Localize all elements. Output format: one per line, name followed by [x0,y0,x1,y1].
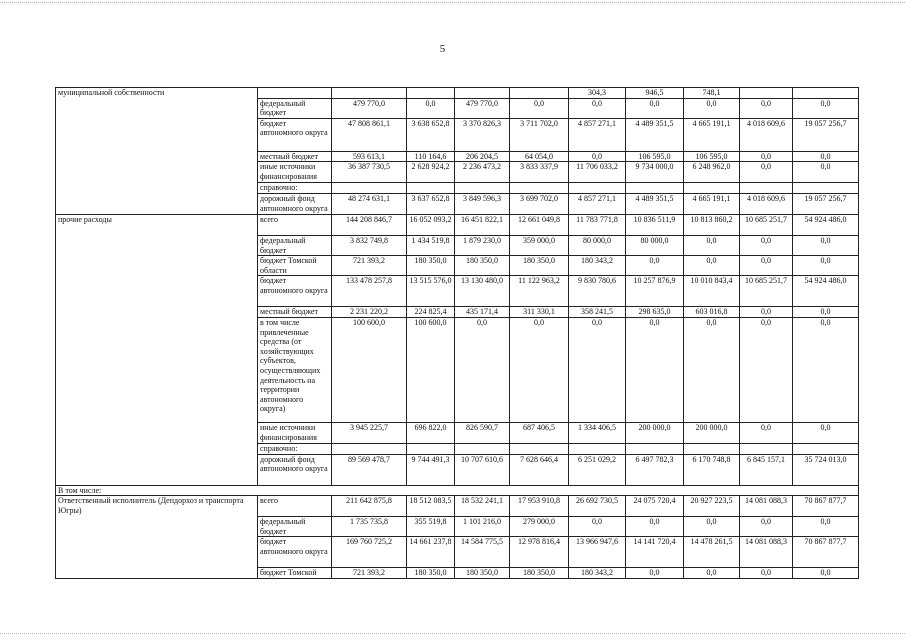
value-cell [793,88,859,99]
value-cell: 0,0 [455,317,510,422]
value-cell: 11 122 963,2 [510,276,569,307]
value-cell: 2 231 220,2 [332,307,407,318]
value-cell: 3 370 826,3 [455,118,510,151]
value-cell: 0,0 [740,98,793,118]
value-cell: 54 924 486,0 [793,214,859,235]
value-cell: 12 661 049,8 [510,214,569,235]
value-cell: 0,0 [684,568,740,579]
value-cell: 603 016,8 [684,307,740,318]
value-cell: 0,0 [569,517,626,537]
value-cell: 10 685 251,7 [740,276,793,307]
value-cell: 304,3 [569,88,626,99]
value-cell: 36 387 730,5 [332,162,407,183]
funding-source-label: бюджет автономного округа [258,118,332,151]
value-cell: 10 010 843,4 [684,276,740,307]
value-cell: 0,0 [793,162,859,183]
value-cell [407,443,455,454]
funding-source-label: всего [258,496,332,517]
value-cell: 106 595,0 [626,151,684,162]
funding-source-label: дорожный фонд автономного округа [258,454,332,485]
value-cell: 14 081 088,3 [740,496,793,517]
value-cell: 4 857 271,1 [569,118,626,151]
value-cell: 17 953 910,8 [510,496,569,517]
value-cell: 0,0 [684,317,740,422]
value-cell: 0,0 [793,422,859,443]
row-group-name: Ответственный исполнитель (Депдорхоз и транспорта Югры) [56,496,258,579]
value-cell: 11 783 771,8 [569,214,626,235]
page-number: 5 [439,43,446,55]
value-cell: 0,0 [740,151,793,162]
funding-source-label: бюджет автономного округа [258,276,332,307]
value-cell: 1 735 735,8 [332,517,407,537]
value-cell: 0,0 [684,517,740,537]
value-cell: 106 595,0 [684,151,740,162]
value-cell: 0,0 [740,422,793,443]
value-cell: 169 760 725,2 [332,537,407,568]
value-cell [740,88,793,99]
value-cell: 826 590,7 [455,422,510,443]
value-cell [626,443,684,454]
value-cell: 1 879 230,0 [455,235,510,255]
value-cell: 200 000,0 [626,422,684,443]
value-cell [510,183,569,194]
funding-source-label: всего [258,214,332,235]
value-cell: 2 236 473,2 [455,162,510,183]
value-cell: 80 000,0 [569,235,626,255]
value-cell: 355 519,8 [407,517,455,537]
value-cell: 3 638 652,8 [407,118,455,151]
row-group-name: муниципальной собственности [56,88,258,215]
value-cell: 479 770,0 [455,98,510,118]
value-cell: 3 833 337,9 [510,162,569,183]
value-cell: 16 451 822,1 [455,214,510,235]
value-cell: 9 830 780,6 [569,276,626,307]
value-cell: 0,0 [684,256,740,276]
value-cell: 6 170 748,8 [684,454,740,485]
value-cell [684,183,740,194]
scan-edge-top [0,2,905,3]
value-cell [407,183,455,194]
value-cell: 110 164,6 [407,151,455,162]
funding-source-label: дорожный фонд автономного округа [258,193,332,214]
value-cell: 0,0 [407,98,455,118]
value-cell: 6 497 782,3 [626,454,684,485]
funding-source-label [258,88,332,99]
value-cell: 0,0 [740,307,793,318]
value-cell: 133 478 257,8 [332,276,407,307]
value-cell: 0,0 [793,98,859,118]
value-cell: 4 018 609,6 [740,118,793,151]
value-cell: 0,0 [793,568,859,579]
value-cell: 200 000,0 [684,422,740,443]
value-cell: 9 744 491,3 [407,454,455,485]
value-cell [569,183,626,194]
funding-source-label: иные источники финансирования [258,162,332,183]
funding-source-label: иные источники финансирования [258,422,332,443]
value-cell: 11 706 033,2 [569,162,626,183]
table-row [56,496,859,517]
value-cell: 0,0 [740,317,793,422]
value-cell: 0,0 [684,98,740,118]
value-cell: 4 857 271,1 [569,193,626,214]
value-cell: 10 836 511,9 [626,214,684,235]
value-cell [793,443,859,454]
value-cell: 0,0 [793,235,859,255]
value-cell: 9 734 000,0 [626,162,684,183]
value-cell: 180 350,0 [455,568,510,579]
value-cell: 593 613,1 [332,151,407,162]
value-cell: 180 350,0 [510,256,569,276]
table-row [56,88,859,99]
value-cell [740,443,793,454]
value-cell: 0,0 [793,317,859,422]
value-cell: 1 101 216,0 [455,517,510,537]
funding-source-label: федеральный бюджет [258,517,332,537]
scan-edge-bottom [0,633,905,634]
value-cell: 4 665 191,1 [684,193,740,214]
funding-source-label: справочно: [258,443,332,454]
table-row [56,485,859,496]
value-cell: 0,0 [510,98,569,118]
value-cell: 3 945 225,7 [332,422,407,443]
value-cell [455,183,510,194]
value-cell: 435 171,4 [455,307,510,318]
value-cell: 479 770,0 [332,98,407,118]
value-cell: 1 434 519,8 [407,235,455,255]
value-cell: 0,0 [626,317,684,422]
value-cell: 696 822,0 [407,422,455,443]
value-cell: 70 867 877,7 [793,537,859,568]
row-group-name: В том числе: [56,485,859,496]
value-cell: 0,0 [740,517,793,537]
value-cell: 4 489 351,5 [626,118,684,151]
value-cell [332,88,407,99]
value-cell: 180 350,0 [407,256,455,276]
value-cell: 0,0 [626,256,684,276]
value-cell: 0,0 [740,162,793,183]
value-cell [740,183,793,194]
value-cell: 0,0 [569,151,626,162]
value-cell: 20 927 223,5 [684,496,740,517]
value-cell: 721 393,2 [332,256,407,276]
value-cell: 14 141 720,4 [626,537,684,568]
value-cell: 10 685 251,7 [740,214,793,235]
value-cell [510,88,569,99]
value-cell: 54 924 486,0 [793,276,859,307]
value-cell: 14 478 261,5 [684,537,740,568]
value-cell [510,443,569,454]
value-cell: 0,0 [740,235,793,255]
value-cell: 70 867 877,7 [793,496,859,517]
value-cell: 16 052 093,2 [407,214,455,235]
value-cell: 3 832 749,8 [332,235,407,255]
value-cell: 206 204,5 [455,151,510,162]
value-cell: 12 978 816,4 [510,537,569,568]
value-cell: 100 600,0 [332,317,407,422]
value-cell: 298 635,0 [626,307,684,318]
value-cell: 19 057 256,7 [793,193,859,214]
value-cell: 48 274 631,1 [332,193,407,214]
value-cell: 10 257 876,9 [626,276,684,307]
value-cell: 0,0 [684,235,740,255]
value-cell: 10 707 610,6 [455,454,510,485]
value-cell [793,183,859,194]
value-cell: 180 343,2 [569,568,626,579]
funding-source-label: местный бюджет [258,151,332,162]
value-cell: 180 350,0 [455,256,510,276]
value-cell [332,443,407,454]
value-cell: 6 845 157,1 [740,454,793,485]
funding-source-label: федеральный бюджет [258,235,332,255]
value-cell: 0,0 [626,517,684,537]
value-cell [455,88,510,99]
value-cell: 3 637 652,8 [407,193,455,214]
value-cell: 3 849 596,3 [455,193,510,214]
value-cell [626,183,684,194]
funding-source-label: бюджет автономного округа [258,537,332,568]
value-cell: 89 569 478,7 [332,454,407,485]
value-cell: 0,0 [569,98,626,118]
value-cell: 721 393,2 [332,568,407,579]
value-cell: 4 665 191,1 [684,118,740,151]
value-cell: 0,0 [740,568,793,579]
value-cell: 144 208 846,7 [332,214,407,235]
value-cell: 14 584 775,5 [455,537,510,568]
funding-source-label: справочно: [258,183,332,194]
value-cell: 100 600,0 [407,317,455,422]
value-cell: 24 075 720,4 [626,496,684,517]
value-cell: 0,0 [793,307,859,318]
value-cell: 748,1 [684,88,740,99]
value-cell: 2 628 924,2 [407,162,455,183]
value-cell: 180 343,2 [569,256,626,276]
value-cell: 0,0 [793,256,859,276]
value-cell: 0,0 [626,98,684,118]
value-cell: 47 808 861,1 [332,118,407,151]
value-cell: 0,0 [793,517,859,537]
value-cell: 18 532 241,1 [455,496,510,517]
value-cell: 1 334 406,5 [569,422,626,443]
value-cell: 3 699 702,0 [510,193,569,214]
value-cell: 946,5 [626,88,684,99]
value-cell: 64 054,0 [510,151,569,162]
value-cell: 180 350,0 [407,568,455,579]
value-cell: 687 406,5 [510,422,569,443]
value-cell: 211 642 875,8 [332,496,407,517]
funding-source-label: бюджет Томской [258,568,332,579]
value-cell: 4 018 609,6 [740,193,793,214]
value-cell: 26 692 730,5 [569,496,626,517]
value-cell [455,443,510,454]
value-cell: 18 512 083,5 [407,496,455,517]
value-cell: 80 000,0 [626,235,684,255]
table-row [56,214,859,235]
funding-source-label: местный бюджет [258,307,332,318]
funding-source-label: федеральный бюджет [258,98,332,118]
value-cell: 4 489 351,5 [626,193,684,214]
value-cell: 19 057 256,7 [793,118,859,151]
value-cell: 14 081 088,3 [740,537,793,568]
value-cell: 13 130 480,0 [455,276,510,307]
value-cell: 13 515 576,0 [407,276,455,307]
value-cell [569,443,626,454]
value-cell: 0,0 [740,256,793,276]
value-cell: 0,0 [793,151,859,162]
value-cell: 279 000,0 [510,517,569,537]
value-cell: 180 350,0 [510,568,569,579]
value-cell [684,443,740,454]
value-cell: 6 251 029,2 [569,454,626,485]
value-cell: 13 966 947,6 [569,537,626,568]
value-cell: 224 825,4 [407,307,455,318]
value-cell: 7 628 646,4 [510,454,569,485]
value-cell: 3 711 702,0 [510,118,569,151]
funding-source-label: в том числе привлеченные средства (от хозяйствующих субъектов, осуществляющих деятельность на территории автономного округа) [258,317,332,422]
value-cell: 358 241,5 [569,307,626,318]
value-cell: 14 661 237,8 [407,537,455,568]
value-cell: 0,0 [569,317,626,422]
value-cell [332,183,407,194]
value-cell: 6 248 962,0 [684,162,740,183]
value-cell: 359 000,0 [510,235,569,255]
budget-table [55,87,859,579]
value-cell: 10 813 860,2 [684,214,740,235]
value-cell: 0,0 [510,317,569,422]
row-group-name: прочие расходы [56,214,258,485]
value-cell: 311 330,1 [510,307,569,318]
funding-source-label: бюджет Томской области [258,256,332,276]
value-cell [407,88,455,99]
value-cell: 0,0 [626,568,684,579]
value-cell: 35 724 013,0 [793,454,859,485]
